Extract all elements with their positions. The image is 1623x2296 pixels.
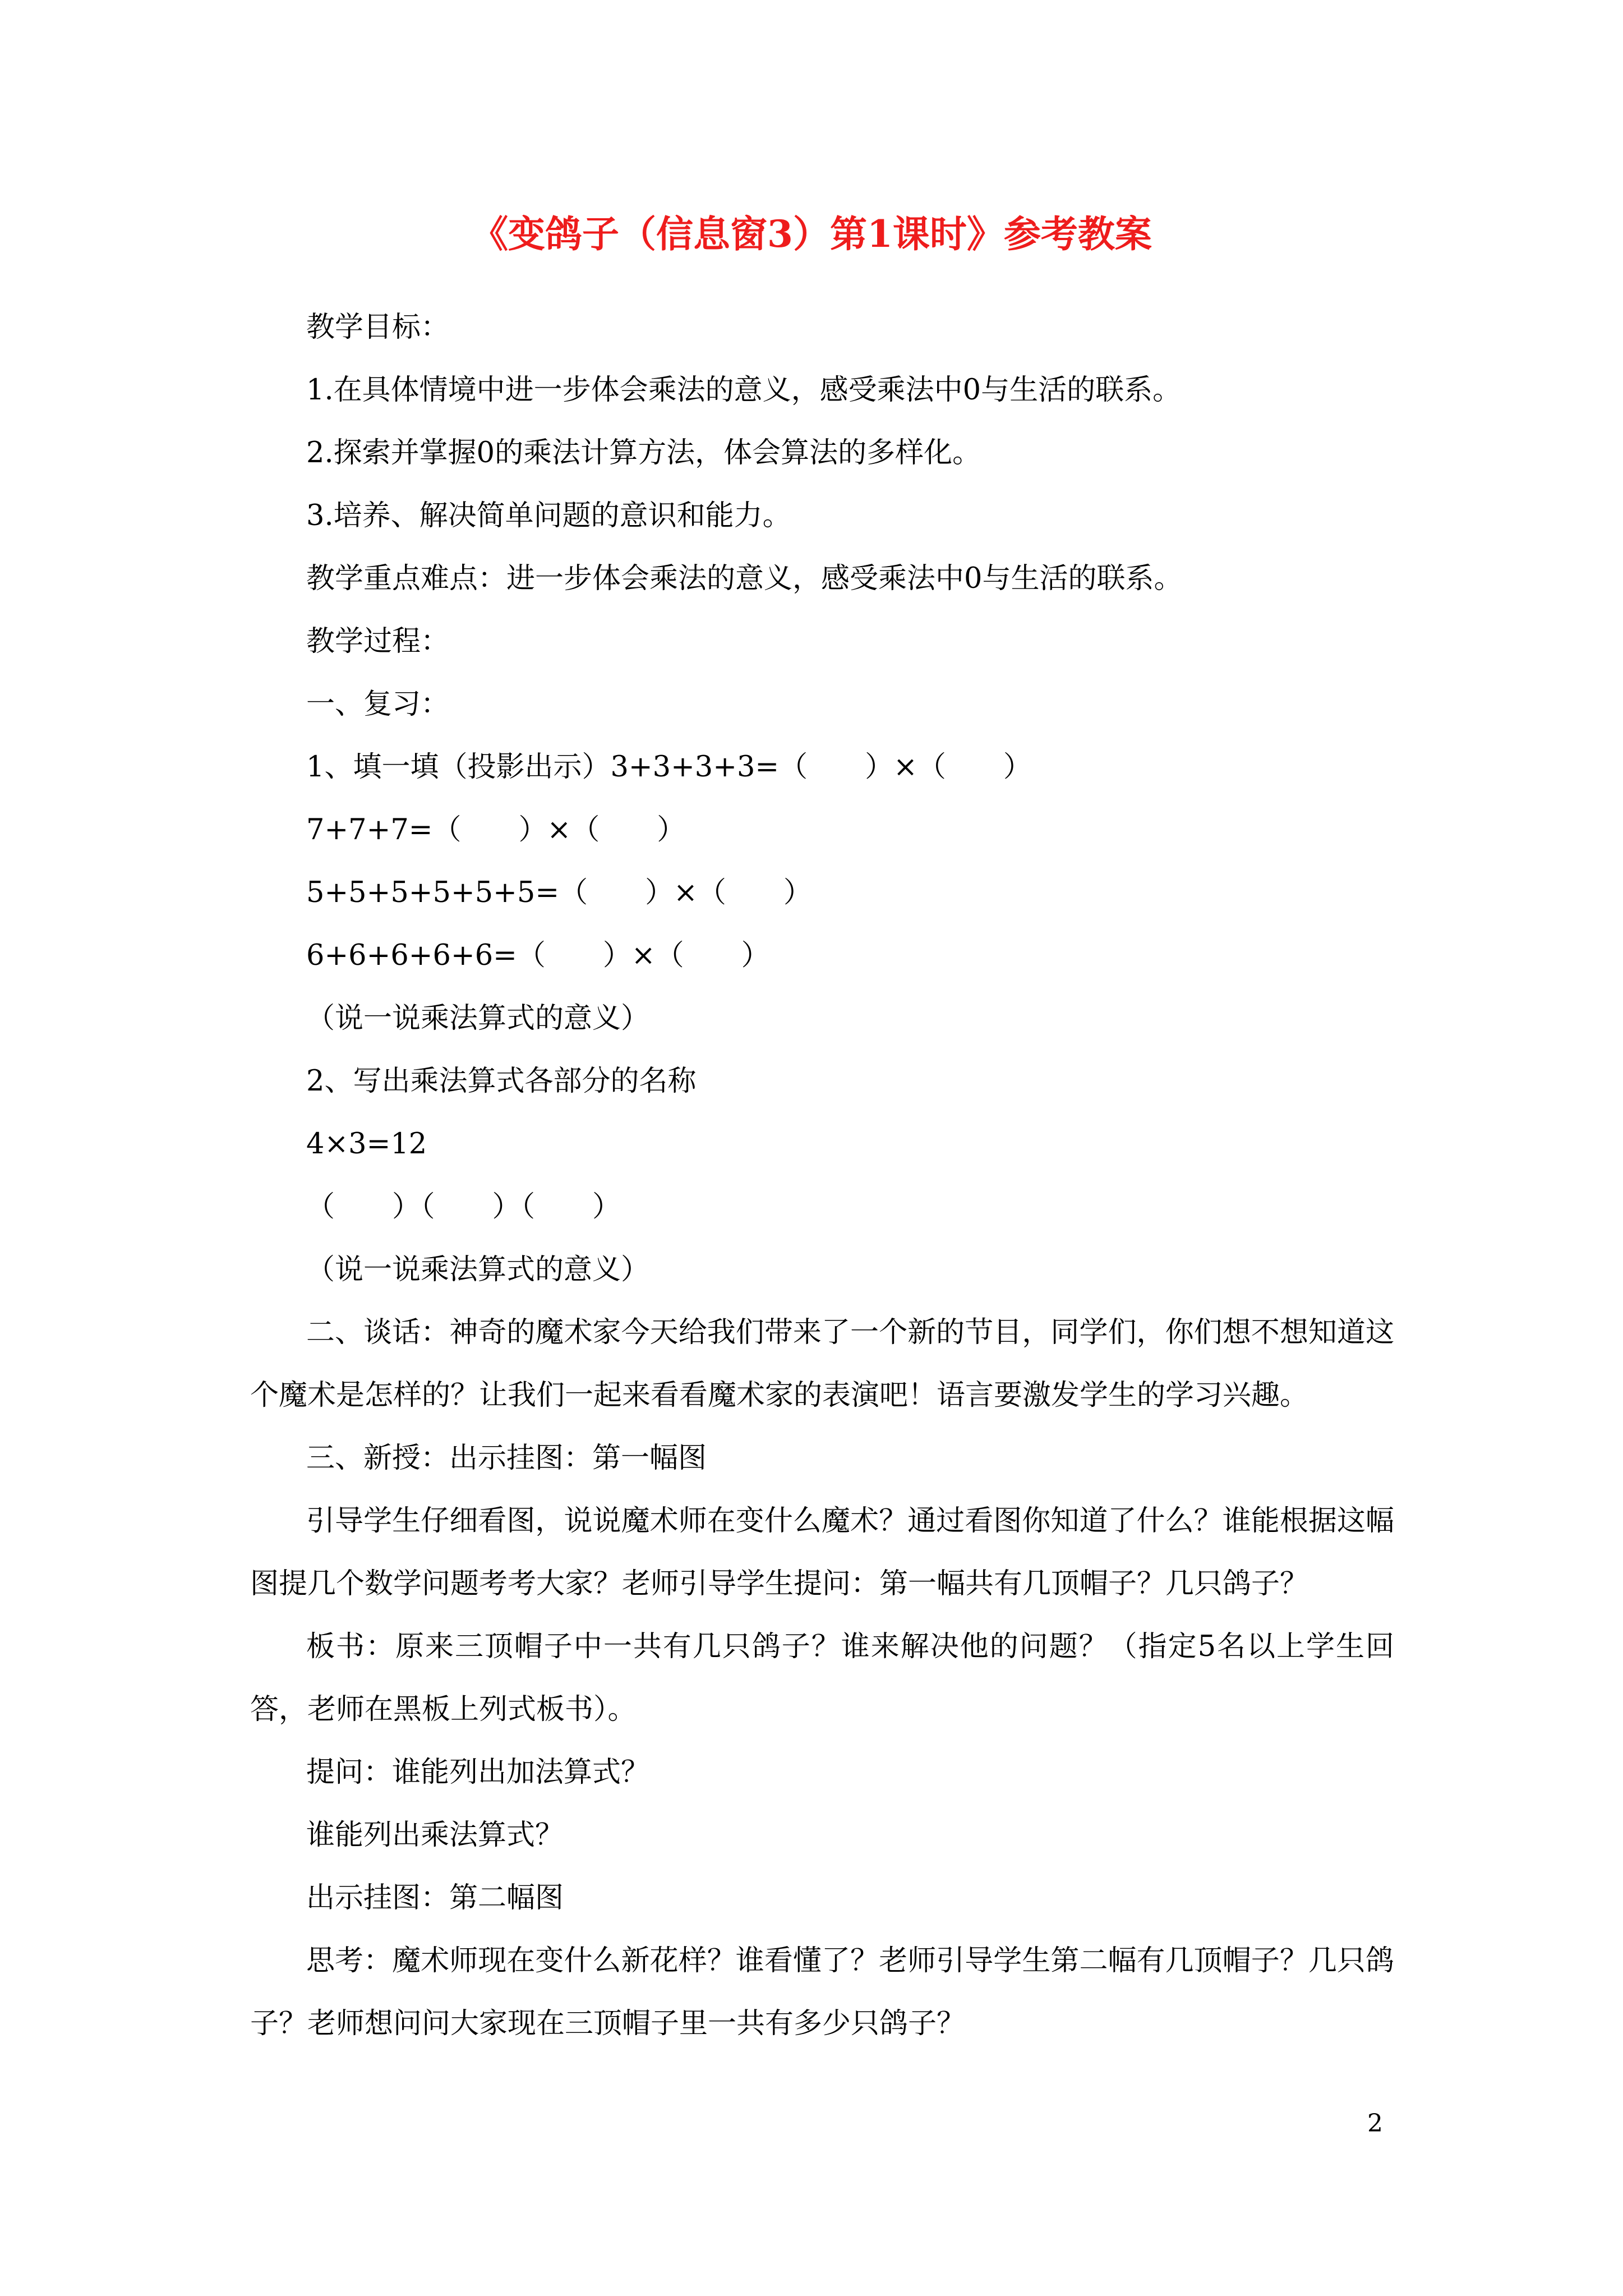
paragraph-fill-in-2: 7+7+7=（ ）×（ ） <box>306 813 686 846</box>
paragraph-talk: 二、谈话：神奇的魔术家今天给我们带来了一个新的节目，同学们，你们想不想知道这个魔术是怎样的？让我们一起来看看魔术家的表演吧！语言要激发学生的学习兴趣。 <box>250 1316 1394 1412</box>
paragraph-question-multiplication: 谁能列出乘法算式？ <box>306 1819 564 1852</box>
paragraph-fill-in-1: 1、填一填（投影出示）3+3+3+3=（ ）×（ ） <box>306 751 1032 784</box>
paragraph-note-2: （说一说乘法算式的意义） <box>306 1253 650 1286</box>
paragraph-second-picture: 出示挂图：第二幅图 <box>306 1881 564 1915</box>
paragraph-equation: 4×3=12 <box>306 1128 427 1161</box>
paragraph-write-names: 2、写出乘法算式各部分的名称 <box>306 1065 697 1098</box>
document-body <box>250 296 1394 2055</box>
paragraph-think: 思考：魔术师现在变什么新花样？谁看懂了？老师引导学生第二幅有几顶帽子？几只鸽子？老师想问问大家现在三顶帽子里一共有多少只鸽子？ <box>250 1944 1394 2040</box>
paragraph-new-lesson: 三、新授：出示挂图：第一幅图 <box>306 1442 707 1475</box>
paragraph-review-heading: 一、复习： <box>306 688 450 721</box>
paragraph-teaching-goals: 教学目标： <box>306 311 450 344</box>
paragraph-note-1: （说一说乘法算式的意义） <box>306 1002 650 1035</box>
paragraph-fill-in-4: 6+6+6+6+6=（ ）×（ ） <box>306 939 770 972</box>
document-title: 《变鸽子（信息窗3）第1课时》参考教案 <box>471 212 1152 256</box>
paragraph-goal-2: 2.探索并掌握0的乘法计算方法，体会算法的多样化。 <box>306 436 981 470</box>
paragraph-blanks: （ ）（ ）（ ） <box>306 1190 621 1223</box>
paragraph-teaching-process: 教学过程： <box>306 625 450 658</box>
paragraph-goal-1: 1.在具体情境中进一步体会乘法的意义，感受乘法中0与生活的联系。 <box>306 374 1182 407</box>
page-number: 2 <box>1367 2109 1383 2138</box>
paragraph-question-addition: 提问：谁能列出加法算式？ <box>306 1756 650 1789</box>
paragraph-guide: 引导学生仔细看图，说说魔术师在变什么魔术？通过看图你知道了什么？谁能根据这幅图提几个数学问题考考大家？老师引导学生提问：第一幅共有几顶帽子？几只鸽子？ <box>250 1504 1394 1600</box>
paragraph-board-writing: 板书：原来三顶帽子中一共有几只鸽子？谁来解决他的问题？（指定5名以上学生回答，老师在黑板上列式板书）。 <box>250 1630 1394 1726</box>
paragraph-fill-in-3: 5+5+5+5+5+5=（ ）×（ ） <box>306 876 812 909</box>
paragraph-key-points: 教学重点难点：进一步体会乘法的意义，感受乘法中0与生活的联系。 <box>306 562 1183 595</box>
paragraph-goal-3: 3.培养、解决简单问题的意识和能力。 <box>306 499 791 532</box>
